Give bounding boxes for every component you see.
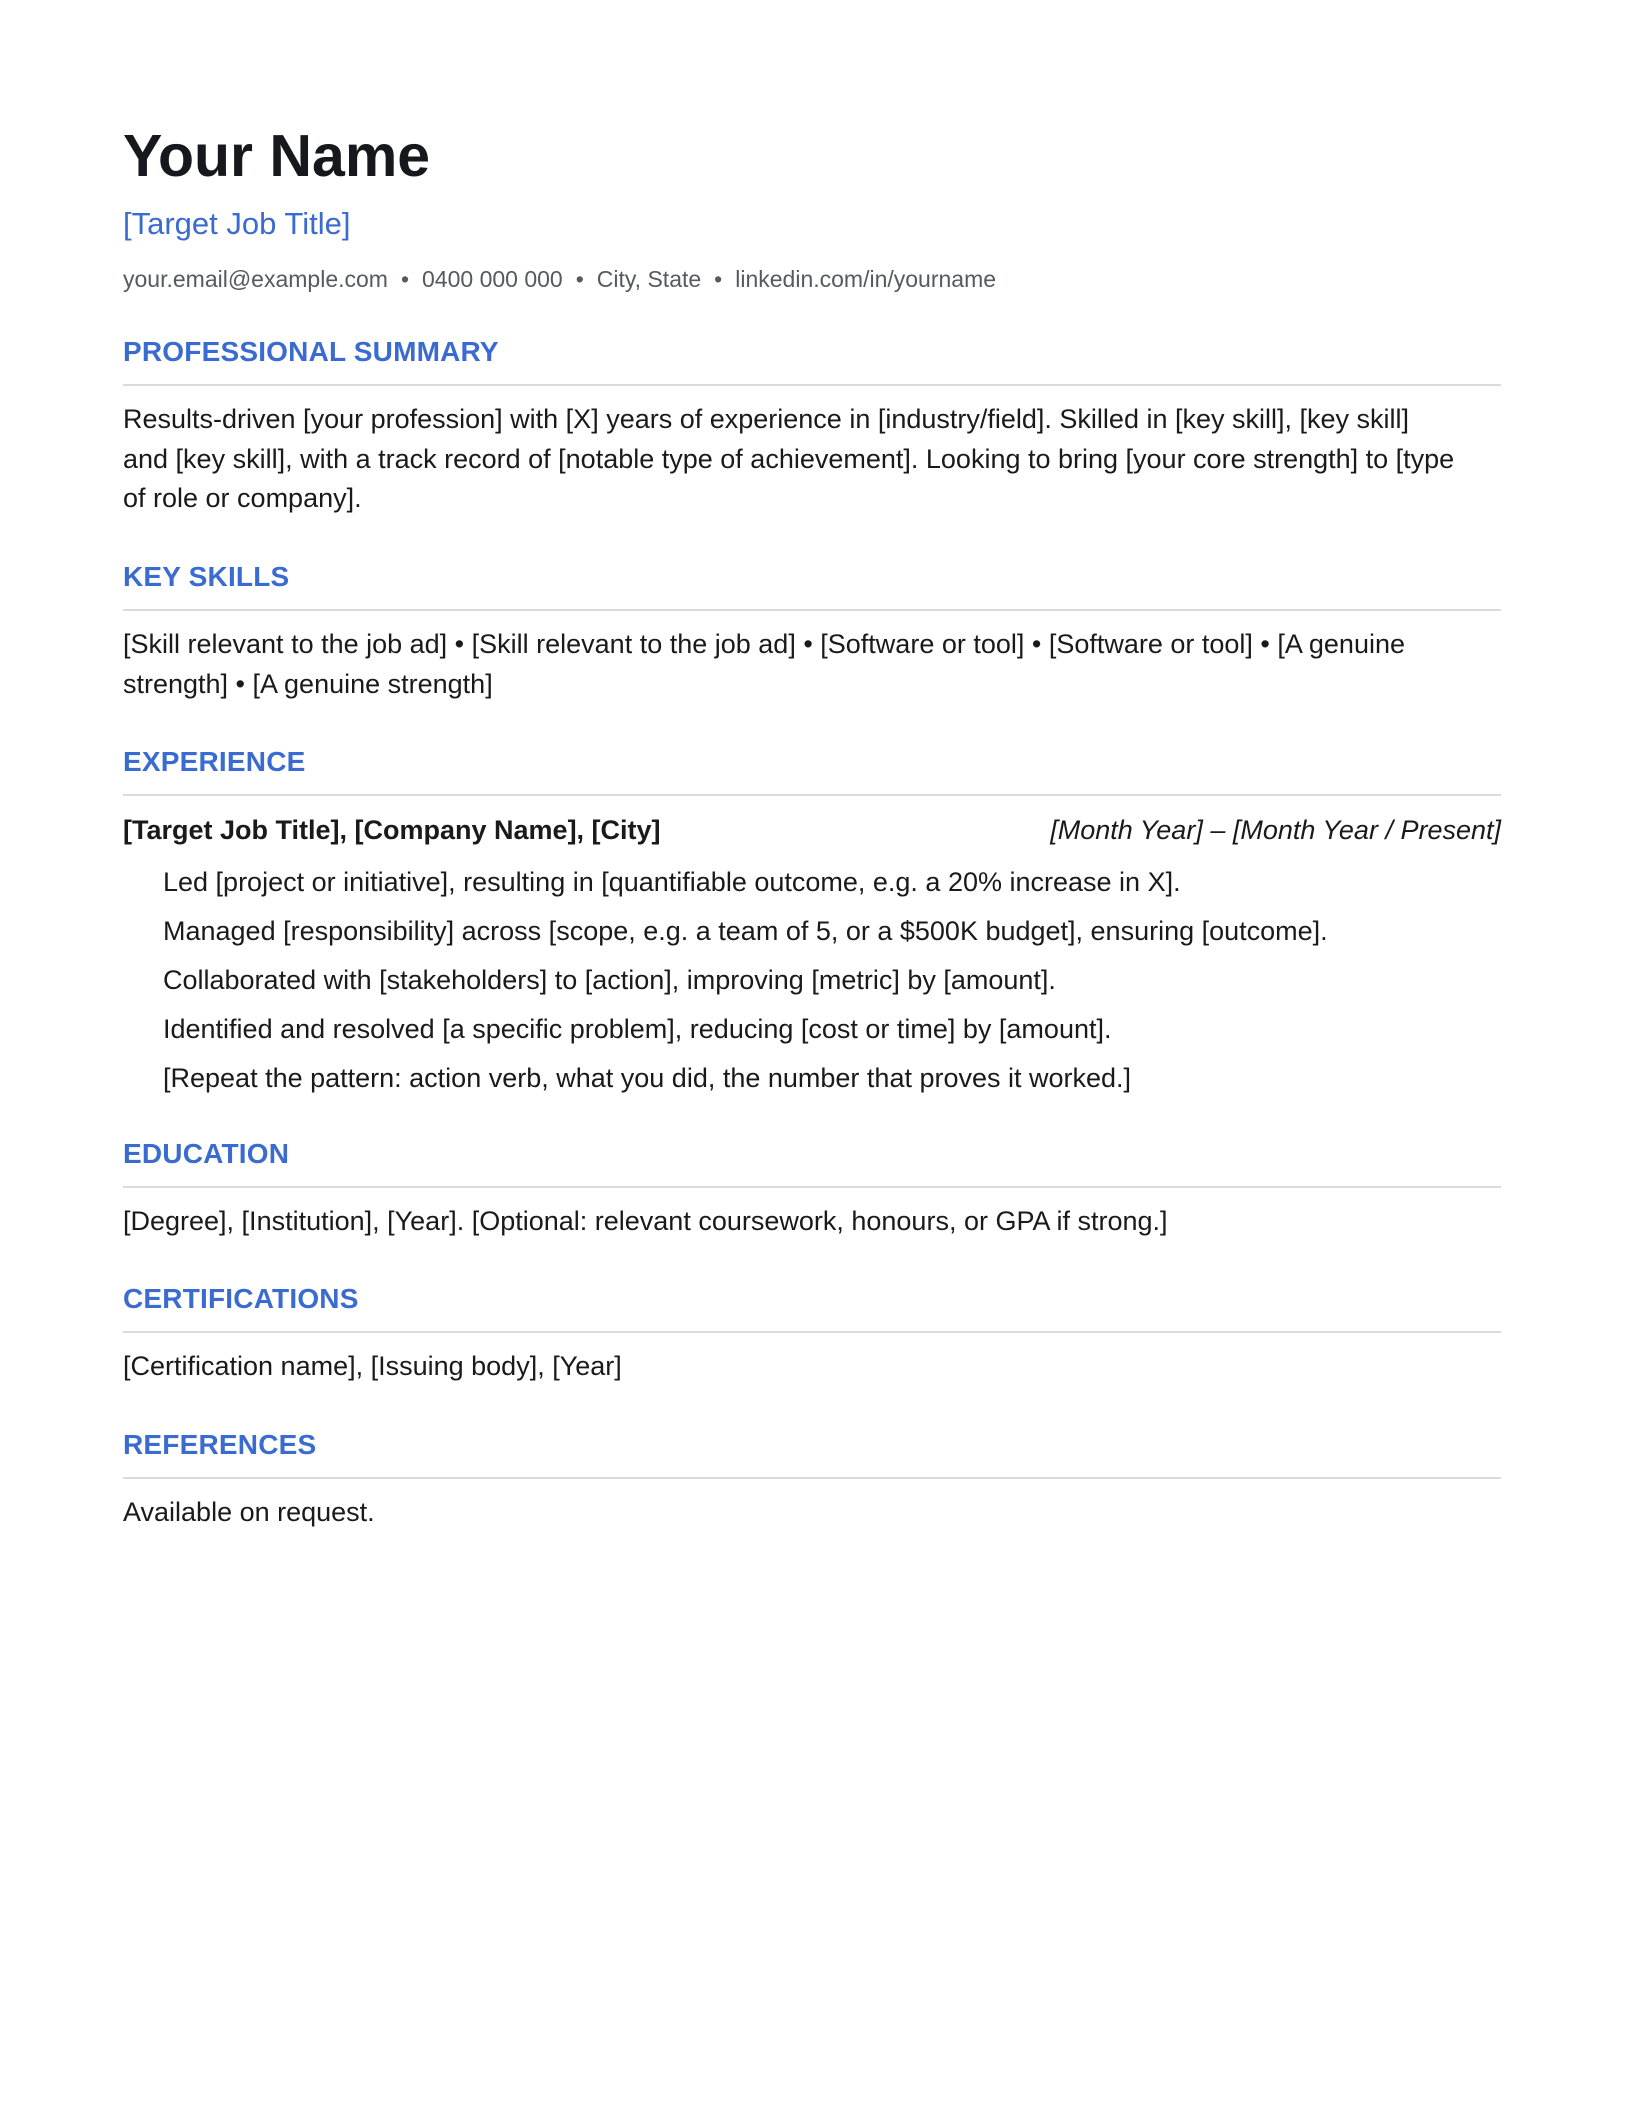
section-references [123,1427,1501,1527]
list-item: Collaborated with [stakeholders] to [action], improving [metric] by [amount]. [163,965,1056,995]
section-experience [123,744,1501,1093]
contact-separator: • [400,266,410,292]
contact-separator: • [714,266,723,292]
resume-name: Your Name [123,123,431,189]
section-heading: EXPERIENCE [123,746,306,777]
job-bullets [163,864,1501,1109]
section-divider [123,609,1501,611]
section-key-skills [123,559,1501,699]
contact-linkedin: linkedin.com/in/yourname [735,266,997,292]
list-item: Led [project or initiative], resulting in [quantifiable outcome, e.g. a 20% increase in X]. [163,867,1181,897]
summary-line: and [key skill], with a track record of [notable type of achievement]. Looking to bring [your core strength] to [type [123,443,1455,474]
list-item: [Repeat the pattern: action verb, what you did, the number that proves it worked.] [163,1063,1132,1093]
section-divider [123,1331,1501,1333]
list-item: Managed [responsibility] across [scope, e.g. a team of 5, or a $500K budget], ensuring [outcome]. [163,916,1328,946]
section-divider [123,1186,1501,1188]
section-heading: CERTIFICATIONS [123,1283,359,1314]
job-dates: [Month Year] – [Month Year / Present] [1050,815,1501,845]
skills-line: strength] • [A genuine strength] [123,668,493,699]
summary-line: Results-driven [your profession] with [X] years of experience in [industry/field]. Skilled in [key skill], [key skill] [123,404,1410,434]
section-heading: KEY SKILLS [123,561,290,592]
skills-line: [Skill relevant to the job ad] • [Skill relevant to the job ad] • [Software or tool] • [Software or tool] • [A genuine [123,629,1405,659]
contact-line [123,264,996,294]
job-role: [Target Job Title], [Company Name], [City] [123,815,661,845]
skills-text [123,625,1501,704]
education-text: [Degree], [Institution], [Year]. [Optional: relevant coursework, honours, or GPA if strong.] [123,1206,1168,1236]
contact-location: City, State [596,266,702,292]
section-divider [123,1477,1501,1479]
target-job-title: [Target Job Title] [123,206,351,241]
contact-separator: • [575,266,584,292]
contact-email: your.email@example.com [123,266,388,292]
list-item: Identified and resolved [a specific problem], reducing [cost or time] by [amount]. [163,1014,1112,1044]
summary-text [123,400,1501,519]
section-education [123,1136,1501,1236]
section-heading: EDUCATION [123,1138,290,1169]
summary-line: of role or company]. [123,483,362,513]
section-professional-summary [123,334,1501,513]
section-heading: REFERENCES [123,1429,317,1460]
certifications-text: [Certification name], [Issuing body], [Year] [123,1351,622,1381]
references-text: Available on request. [123,1497,375,1527]
section-heading: PROFESSIONAL SUMMARY [123,336,499,367]
section-divider [123,794,1501,796]
contact-phone: 0400 000 000 [422,266,563,292]
section-divider [123,384,1501,386]
section-certifications [123,1281,1501,1381]
